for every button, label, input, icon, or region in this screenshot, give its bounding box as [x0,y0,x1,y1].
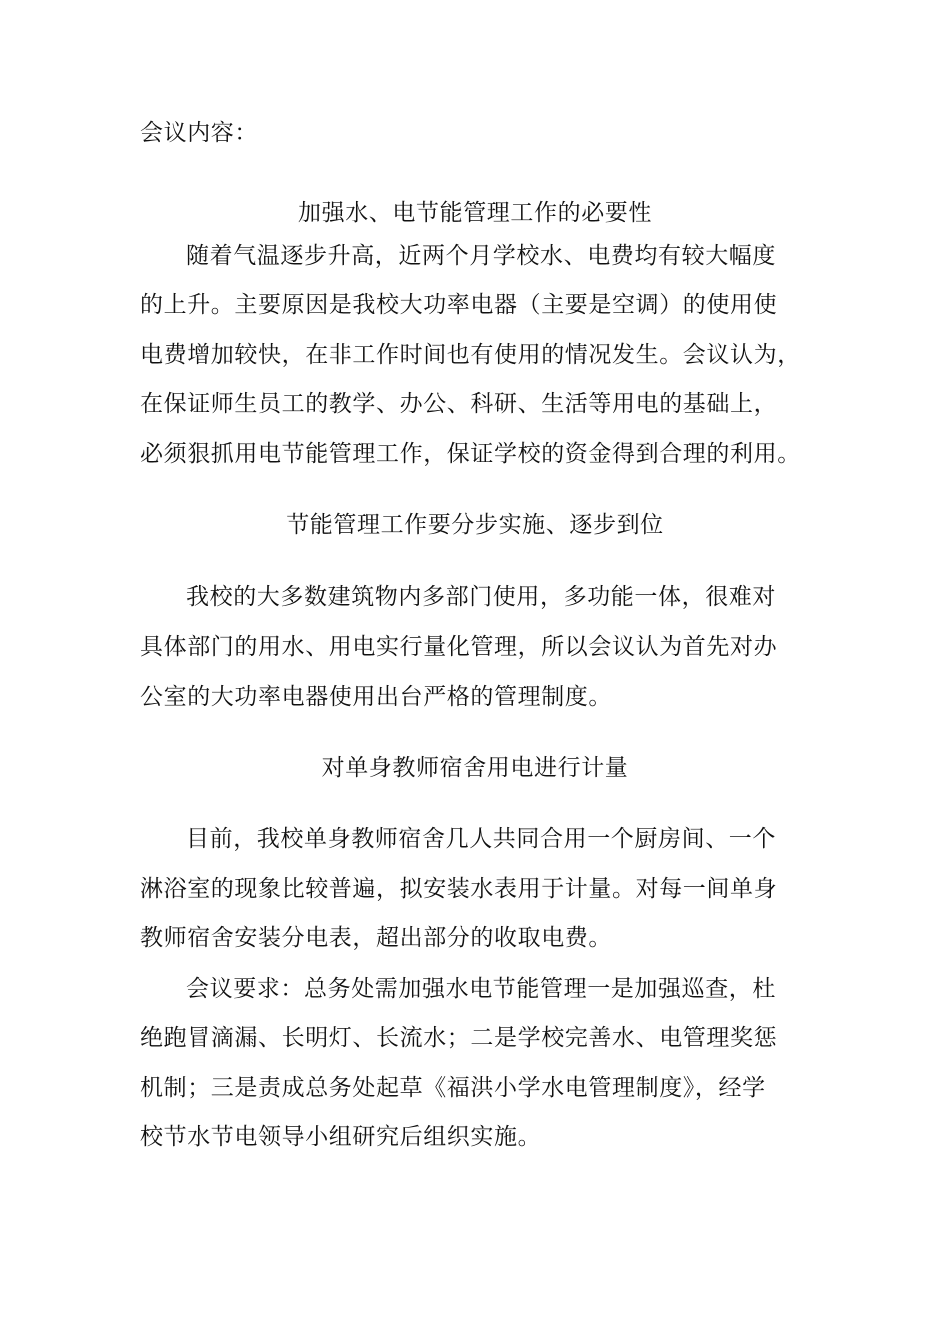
paragraph-line: 校节水节电领导小组研究后组织实施。 [140,1124,542,1150]
section-heading: 节能管理工作要分步实施、逐步到位 [286,512,664,538]
paragraph-line: 会议要求：总务处需加强水电节能管理一是加强巡查，杜 [186,976,776,1002]
paragraph-line: 机制；三是责成总务处起草《福洪小学水电管理制度》，经学 [140,1075,766,1101]
paragraph-line: 在保证师生员工的教学、办公、科研、生活等用电的基础上， [140,391,778,417]
paragraph-line: 公室的大功率电器使用出台严格的管理制度。 [140,684,612,710]
paragraph-line: 随着气温逐步升高，近两个月学校水、电费均有较大幅度 [186,243,776,269]
section-heading: 对单身教师宿舍用电进行计量 [321,755,629,781]
paragraph-line: 的上升。主要原因是我校大功率电器（主要是空调）的使用使 [140,292,778,318]
paragraph-line: 必须狠抓用电节能管理工作，保证学校的资金得到合理的利用。 [140,441,801,467]
paragraph-line: 绝跑冒滴漏、长明灯、长流水；二是学校完善水、电管理奖惩 [140,1025,778,1051]
paragraph-line: 淋浴室的现象比较普遍，拟安装水表用于计量。对每一间单身 [140,876,778,902]
paragraph-line: 教师宿舍安装分电表，超出部分的收取电费。 [140,925,612,951]
section-heading: 加强水、电节能管理工作的必要性 [298,200,652,226]
paragraph-line: 我校的大多数建筑物内多部门使用，多功能一体，很难对 [186,584,776,610]
intro-label: 会议内容： [140,120,258,146]
paragraph-line: 电费增加较快，在非工作时间也有使用的情况发生。会议认为， [140,342,801,368]
paragraph-line: 目前，我校单身教师宿舍几人共同合用一个厨房间、一个 [186,826,776,852]
paragraph-line: 具体部门的用水、用电实行量化管理，所以会议认为首先对办 [140,634,778,660]
